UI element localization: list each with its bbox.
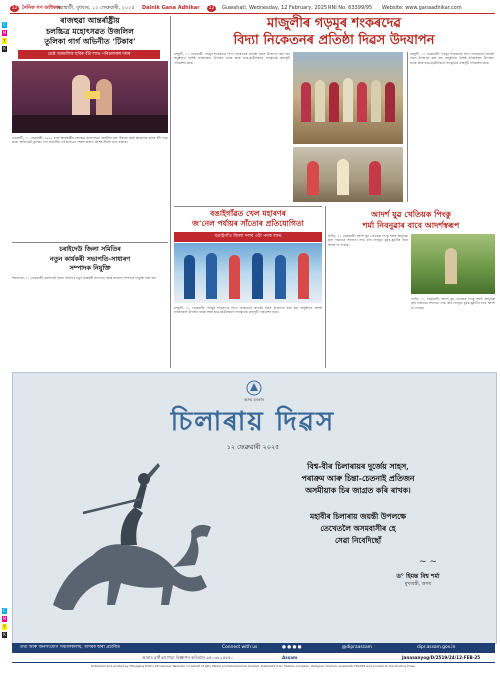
left-story-body xyxy=(12,136,168,240)
chilarai-horse-illustration xyxy=(23,455,223,630)
left2-headline-line: চৰাইদেউ জিলা সমিতিৰ xyxy=(59,245,121,253)
ad-strip xyxy=(12,654,495,663)
masthead-strip xyxy=(10,4,495,14)
left2-headline-line: নতুন কাৰ্যকৰী সভাপতি-সাধাৰণ xyxy=(49,254,131,263)
stage-floor xyxy=(12,115,168,133)
emblem-text: অসম চৰকাৰ xyxy=(243,397,265,402)
left-headline-line: চলচ্চিত্ৰ মহোৎসৱত উজলিল xyxy=(46,26,134,36)
ad-footer-bar xyxy=(12,643,495,653)
left2-headline-line: সম্পাদক নিযুক্তি xyxy=(69,264,111,272)
right-story-headline xyxy=(328,209,494,231)
person-figure xyxy=(369,161,381,195)
right-story-body-cont xyxy=(411,297,495,368)
person-figure xyxy=(307,161,319,195)
person-figure xyxy=(343,78,353,122)
paper-short-name: দৈনিক গণ অধিকাৰ xyxy=(22,5,61,11)
cmyk-magenta-mark-bottom: M xyxy=(2,616,7,621)
right-headline-line-1: আদৰ্শ যুৱ খেতিয়ক পিংকু xyxy=(371,209,451,219)
person-figure xyxy=(252,253,263,299)
person-figure xyxy=(337,159,349,195)
ad-code: Janasanyog/D/2519/24/12-FEB-25 xyxy=(402,655,481,660)
ad-strip-text: আমাৰ ৱাৰ্ট ছাপোৱা বিজ্ঞাপন কৰিবলৈ ৯৫০৩৮২৫৫৫০ xyxy=(142,655,234,660)
left-story2-text: শিৱসাগৰ, ১১ ফেব্ৰুৱাৰী: চৰাইদেউ জিলা সমিতিৰ নতুন কাৰ্যকৰী সভাপতি আৰু সাধাৰণ সম্পাদক নিযুক্তি দিয়া হয়। xyxy=(12,276,157,280)
main-story-body xyxy=(174,52,290,202)
ad-tribute-line: মহাবীৰ চিলাৰায় জয়ন্তী উপলক্ষে xyxy=(309,512,407,521)
publication-imprint xyxy=(12,664,495,694)
main-headline-line-2: বিদ্যা নিকেতনৰ প্ৰতিষ্ঠা দিৱস উদযাপন xyxy=(233,33,435,48)
person-figure xyxy=(184,255,195,299)
column-divider xyxy=(407,52,408,202)
ad-quote-line: বিশ্ব-বীৰ চিলাৰায়ৰ দুৰ্জেয় সাহস, xyxy=(307,462,409,471)
left-story-banner: শ্ৰেষ্ঠ আঞ্চলিক ছবিৰ বঁটা লাভ পৰিচালকৰ দলৰ xyxy=(18,50,160,59)
sports-headline xyxy=(174,209,322,229)
sports-photo-caption: বঙাইগাঁও জিলা দলৰ ৩টা পদক লাভ xyxy=(174,232,322,242)
masthead-website[interactable]: Website: www.ganaadhikar.com xyxy=(382,5,462,11)
school-celebration-photo xyxy=(293,52,403,144)
chilarai-diwas-advertisement xyxy=(12,372,497,644)
person-figure xyxy=(357,82,367,122)
award-ceremony-photo xyxy=(12,61,168,133)
signatory-title: মুখ্যমন্ত্ৰী, অসম xyxy=(404,582,432,587)
ad-strip-brand: Assam xyxy=(282,655,298,660)
left-headline-line: তুলিকা গাৰ্গ অভিনীত ‘টিকাব’ xyxy=(44,37,136,46)
ad-tribute-line: তেখেতলৈ অসমবাসীৰ হে xyxy=(320,524,396,533)
cultural-program-photo xyxy=(293,147,403,202)
imprint-text: Published and printed by Managing Editor Dhirajmani Talukdar on behalf of Jelly Media Anchalmaanchal Limited. Published from Fazhan Complex, Hatigaon Chariali, Guwahati-781038 and printed at the Printing Press. xyxy=(91,664,416,668)
farm-field-photo xyxy=(411,234,495,294)
signatory-name: ড° হিমন্ত বিশ্ব শৰ্মা xyxy=(396,573,440,580)
swimming-team-photo xyxy=(174,243,322,303)
main-story-body-cont xyxy=(410,52,494,202)
person-figure xyxy=(275,255,286,299)
left-story-headline xyxy=(10,16,170,48)
column-divider xyxy=(325,206,326,368)
cmyk-yellow-mark: Y xyxy=(3,38,6,43)
person-figure xyxy=(329,82,339,122)
person-figure xyxy=(315,80,325,122)
ad-quote-line: পৰাক্ৰম আৰু চিন্তা-চেতনাই প্ৰতিজন xyxy=(301,474,415,483)
ad-footer-tagline: তথ্য আৰু জনসংযোগ সঞ্চালকালয়, অসমৰ দ্বাৰা প্ৰচাৰিত xyxy=(20,645,121,650)
social-icons[interactable]: ● ● ● ● xyxy=(282,645,302,650)
ad-tribute xyxy=(233,511,483,547)
main-story-text-cont: মাজুলী, ১১ ফেব্ৰুৱাৰী: গড়মূৰ শংকৰদেৱ বিদ্যা নিকেতনৰ প্ৰতিষ্ঠা দিৱস উদযাপন কৰা হয়। অনুষ্ঠানত বিশিষ্ট ব্যক্তিসকল উপস্থিত থাকে আৰু ছাত্ৰ-ছাত্ৰীসকলে সাংস্কৃতিক কাৰ্যসূচী পৰিৱেশন কৰে। xyxy=(410,52,494,65)
person-figure xyxy=(371,80,381,122)
cmyk-cyan-mark-bottom: C xyxy=(3,608,6,613)
social-handle[interactable]: @dipraassam xyxy=(342,645,372,650)
farmer-figure xyxy=(445,248,457,284)
right-story-text-cont: নগাঁও, ১১ ফেব্ৰুৱাৰী: আদৰ্শ যুৱ খেতিয়ক পিংকু শৰ্মাই আধুনিক কৃষি পদ্ধতিৰে সফলতা লাভ কৰি নিবনুৱা যুৱক-যুৱতীৰ বাবে আদৰ্শ হৈ পৰিছে। xyxy=(411,297,495,310)
person-figure xyxy=(298,253,309,299)
left-story2-body xyxy=(12,276,168,366)
sports-headline-line-1: বঙাইগাঁৱত খেল মহাৰণৰ xyxy=(210,209,286,218)
left-story-text: গুৱাহাটী, ১১ ফেব্ৰুৱাৰী: ২০২৫ চনৰ আন্তৰ্ৰাষ্ট্ৰীয় চলচ্চিত্ৰ মহোৎসৱত অসমীয়া ছবি টিকাবে শ্ৰেষ্ঠ আঞ্চলিক ছবিৰ বঁটা লাভ কৰে। অভিনেত্ৰী তুলিকা গাৰ্গ অভিনীত এই ছবিখনে দৰ্শকৰ মাজত বিশেষ সঁহাৰি লাভ কৰিছে। xyxy=(12,136,168,145)
sports-headline-line-2: জ’নেল পৰ্যায়ৰ সাঁতোৰ প্ৰতিযোগিতা xyxy=(192,219,304,228)
main-story-text: মাজুলী, ১১ ফেব্ৰুৱাৰী: গড়মূৰ শংকৰদেৱ বিদ্যা নিকেতনৰ প্ৰতিষ্ঠা দিৱস উদযাপন কৰা হয়। অনুষ্ঠানত বিশিষ্ট ব্যক্তিসকল উপস্থিত থাকে আৰু ছাত্ৰ-ছাত্ৰীসকলে সাংস্কৃতিক কাৰ্যসূচী পৰিৱেশন কৰে। xyxy=(174,52,290,65)
paper-name-en: Dainik Gana Adhikar xyxy=(142,5,200,11)
cmyk-cyan-mark: C xyxy=(3,22,6,27)
divider xyxy=(174,206,322,207)
main-headline-line-1: মাজুলীৰ গড়মূৰ শংকৰদেৱ xyxy=(266,16,402,31)
ad-quote xyxy=(233,461,483,497)
cmyk-black-mark-bottom: K xyxy=(3,632,6,637)
right-story-body xyxy=(328,234,408,368)
person-figure xyxy=(229,255,240,299)
ad-date: ১২ ফেব্ৰুৱাৰী ২০২৫ xyxy=(226,443,280,451)
person-figure xyxy=(385,82,395,122)
divider xyxy=(12,242,168,243)
ad-tribute-line: সেৱা নিবেদিছোঁ xyxy=(334,536,382,545)
rni-number: RNI No. 63399/95 xyxy=(328,5,373,11)
sports-story-body xyxy=(174,306,322,368)
signature-mark: ~ ~ xyxy=(419,557,437,567)
ad-title: চিলাৰায় দিৱস xyxy=(170,407,336,437)
date-local: গুৱাহাটী, বুধবাৰ, ১২ ফেব্ৰুৱাৰী, ২০২৫ xyxy=(56,5,135,11)
left-story2-headline xyxy=(10,245,170,274)
column-divider xyxy=(170,16,171,368)
ad-website[interactable]: dipr.assam.gov.in xyxy=(417,645,456,650)
cmyk-yellow-mark-bottom: Y xyxy=(3,624,6,629)
sports-story-text: মাজুলী, ১১ ফেব্ৰুৱাৰী: গড়মূৰ শংকৰদেৱ বিদ্যা নিকেতনৰ প্ৰতিষ্ঠা দিৱস উদযাপন কৰা হয়। অনুষ্ঠানত বিশিষ্ট ব্যক্তিসকল উপস্থিত থাকে আৰু ছাত্ৰ-ছাত্ৰীসকলে সাংস্কৃতিক কাৰ্যসূচী পৰিৱেশন কৰে। xyxy=(174,306,322,315)
date-en: Guwahati, Wednesday, 12 February, 2025 xyxy=(222,5,328,11)
connect-label: Connect with us xyxy=(222,645,258,650)
left-headline-line: ৰাজহুৱা আন্তৰ্ৰাষ্ট্ৰীয় xyxy=(60,16,120,25)
person-figure xyxy=(301,82,311,122)
cmyk-black-mark: K xyxy=(3,46,6,51)
right-story-text: নগাঁও, ১১ ফেব্ৰুৱাৰী: আদৰ্শ যুৱ খেতিয়ক পিংকু শৰ্মাই আধুনিক কৃষি পদ্ধতিৰে সফলতা লাভ কৰি নিবনুৱা যুৱক-যুৱতীৰ বাবে আদৰ্শ হৈ পৰিছে। xyxy=(328,234,408,247)
page-number: 12 xyxy=(208,6,215,11)
page-badge: 12 xyxy=(11,6,18,11)
person-figure xyxy=(206,253,217,299)
award-plaque xyxy=(84,91,100,99)
cmyk-magenta-mark: M xyxy=(2,30,7,35)
ad-quote-line: অসমীয়াক চিৰ জাগ্ৰত কৰি ৰাখক। xyxy=(305,486,411,495)
right-headline-line-2: শৰ্মা নিবনুৱাৰ বাবে আদৰ্শস্বৰূপ xyxy=(362,220,460,230)
main-story-headline xyxy=(174,15,494,49)
